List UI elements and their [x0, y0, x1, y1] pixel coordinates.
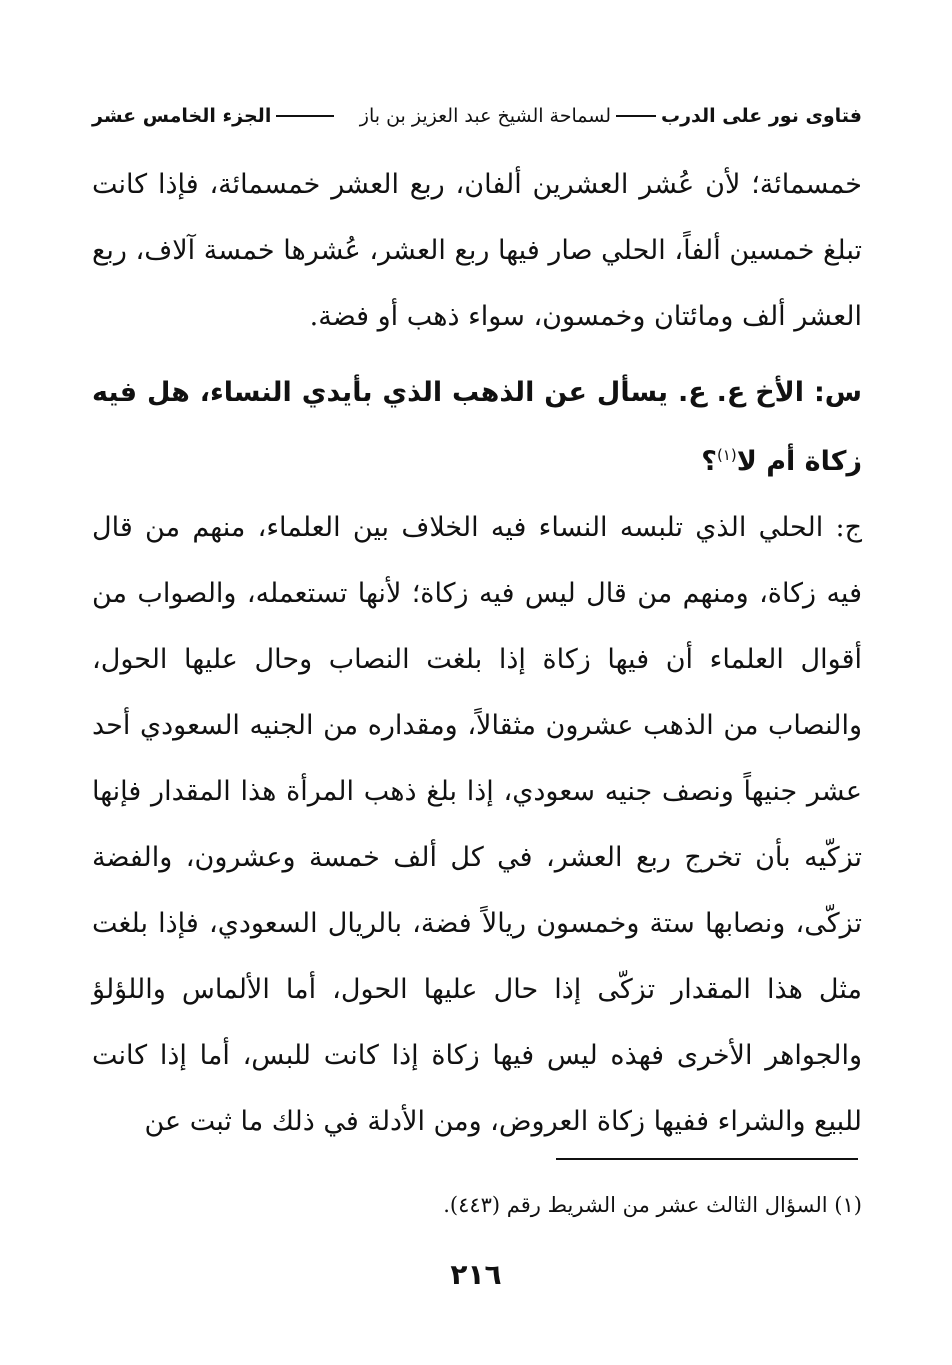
book-title: فتاوى نور على الدرب — [661, 105, 862, 127]
answer-paragraph: ج: الحلي الذي تلبسه النساء فيه الخلاف بين العلماء، منهم من قال فيه زكاة، ومنهم من قال ليس فيه زكاة؛ لأنها تستعمله، والصواب من أقوال العلماء أن فيها زكاة إذا بلغت النصاب وحال عليها الحول، والنصاب من الذهب عشرون مثقالاً، ومقداره من الجنيه السعودي أحد عشر جنيهاً ونصف جنيه سعودي، إذا بلغ ذهب المرأة هذا المقدار فإنها تزكّيه بأن تخرج ربع العشر، في كل ألف خمسة وعشرون، والفضة تزكّى، ونصابها ستة وخمسون ريالاً فضة، بالريال السعودي، فإذا بلغت مثل هذا المقدار تزكّى إذا حال عليها الحول، أما الألماس واللؤلؤ والجواهر الأخرى فهذه ليس فيها زكاة إذا كانت للبس، أما إذا كانت للبيع والشراء ففيها زكاة العروض، ومن الأدلة في ذلك ما ثبت عن — [92, 512, 862, 1137]
header-rule — [616, 115, 656, 117]
header-rule-long — [276, 115, 334, 117]
footnote: (١) السؤال الثالث عشر من الشريط رقم (٤٤٣). — [443, 1193, 862, 1217]
question-paragraph — [92, 362, 862, 493]
question-text: س: الأخ ع. ع. يسأل عن الذهب الذي بأيدي النساء، هل فيه زكاة أم لا — [92, 377, 862, 477]
question-mark: ؟ — [701, 446, 717, 477]
author-line: لسماحة الشيخ عبد العزيز بن باز — [359, 105, 611, 127]
page-number: ٢١٦ — [450, 1258, 502, 1291]
part-label: الجزء الخامس عشر — [92, 105, 272, 127]
footnote-separator — [556, 1158, 858, 1160]
running-header — [92, 96, 862, 136]
continuation-paragraph: خمسمائة؛ لأن عُشر العشرين ألفان، ربع العشر خمسمائة، فإذا كانت تبلغ خمسين ألفاً، الحلي صار فيها ربع العشر، عُشرها خمسة آلاف، ربع العشر ألف ومائتان وخمسون، سواء ذهب أو فضة. — [92, 169, 862, 332]
footnote-ref: (١) — [716, 446, 737, 464]
